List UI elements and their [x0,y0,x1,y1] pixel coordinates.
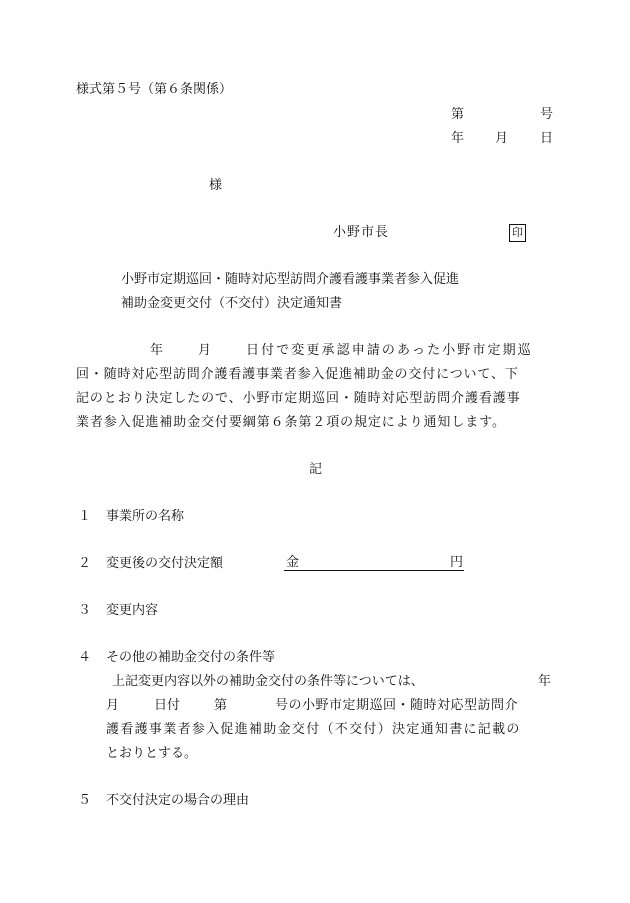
doc-number-dai: 第 [451,107,465,122]
item5-number: ５ [78,793,92,808]
item2-number: ２ [78,556,92,571]
body-date-month: 月 [198,343,212,358]
item4-label: その他の補助金交付の条件等 [106,650,276,665]
item4-line2-dai: 第 [214,698,228,713]
recipient-honorific: 様 [209,178,223,193]
item1-number: １ [78,509,92,524]
body-line2: 回・随時対応型訪問介護看護事業者参入促進補助金の交付について、下 [76,367,519,382]
item4-line2-month: 月 [106,698,120,713]
item5-label: 不交付決定の場合の理由 [106,793,250,808]
notice-title-line2: 補助金変更交付（不交付）決定通知書 [121,296,343,311]
seal-mark: 印 [509,224,526,242]
item4-line2-rest: 号の小野市定期巡回・随時対応型訪問介 [275,698,519,713]
body-line3: 記のとおり決定したので、小野市定期巡回・随時対応型訪問介護看護事 [76,391,521,406]
item3-label: 変更内容 [106,603,159,618]
body-line4: 業者参入促進補助金交付要綱第６条第２項の規定により通知します。 [76,415,506,430]
item4-line4: とおりとする。 [106,746,198,761]
date-month-label: 月 [495,131,509,146]
issuer-name: 小野市長 [333,225,390,240]
amount-field [284,553,464,571]
amount-kin: 金 [286,555,300,570]
item4-line2-day: 日付 [154,698,181,713]
item2-label: 変更後の交付決定額 [106,556,224,571]
body-line1: 日付で変更承認申請のあった小野市定期巡 [246,343,533,358]
body-date-year: 年 [150,343,164,358]
item4-number: ４ [78,650,92,665]
form-number-label: 様式第５号（第６条関係） [76,82,233,97]
notice-title-line1: 小野市定期巡回・随時対応型訪問介護看護事業者参入促進 [121,272,460,287]
item3-number: ３ [78,603,92,618]
amount-en: 円 [450,555,464,570]
doc-number-go: 号 [540,107,554,122]
ki-heading: 記 [309,462,323,477]
date-year-label: 年 [451,131,465,146]
date-day-label: 日 [540,131,554,146]
item4-line1-year: 年 [538,674,552,689]
item1-label: 事業所の名称 [106,509,185,524]
item4-line3: 護看護事業者参入促進補助金交付（不交付）決定通知書に記載の [106,722,521,737]
item4-line1: 上記変更内容以外の補助金交付の条件等については、 [112,674,424,689]
